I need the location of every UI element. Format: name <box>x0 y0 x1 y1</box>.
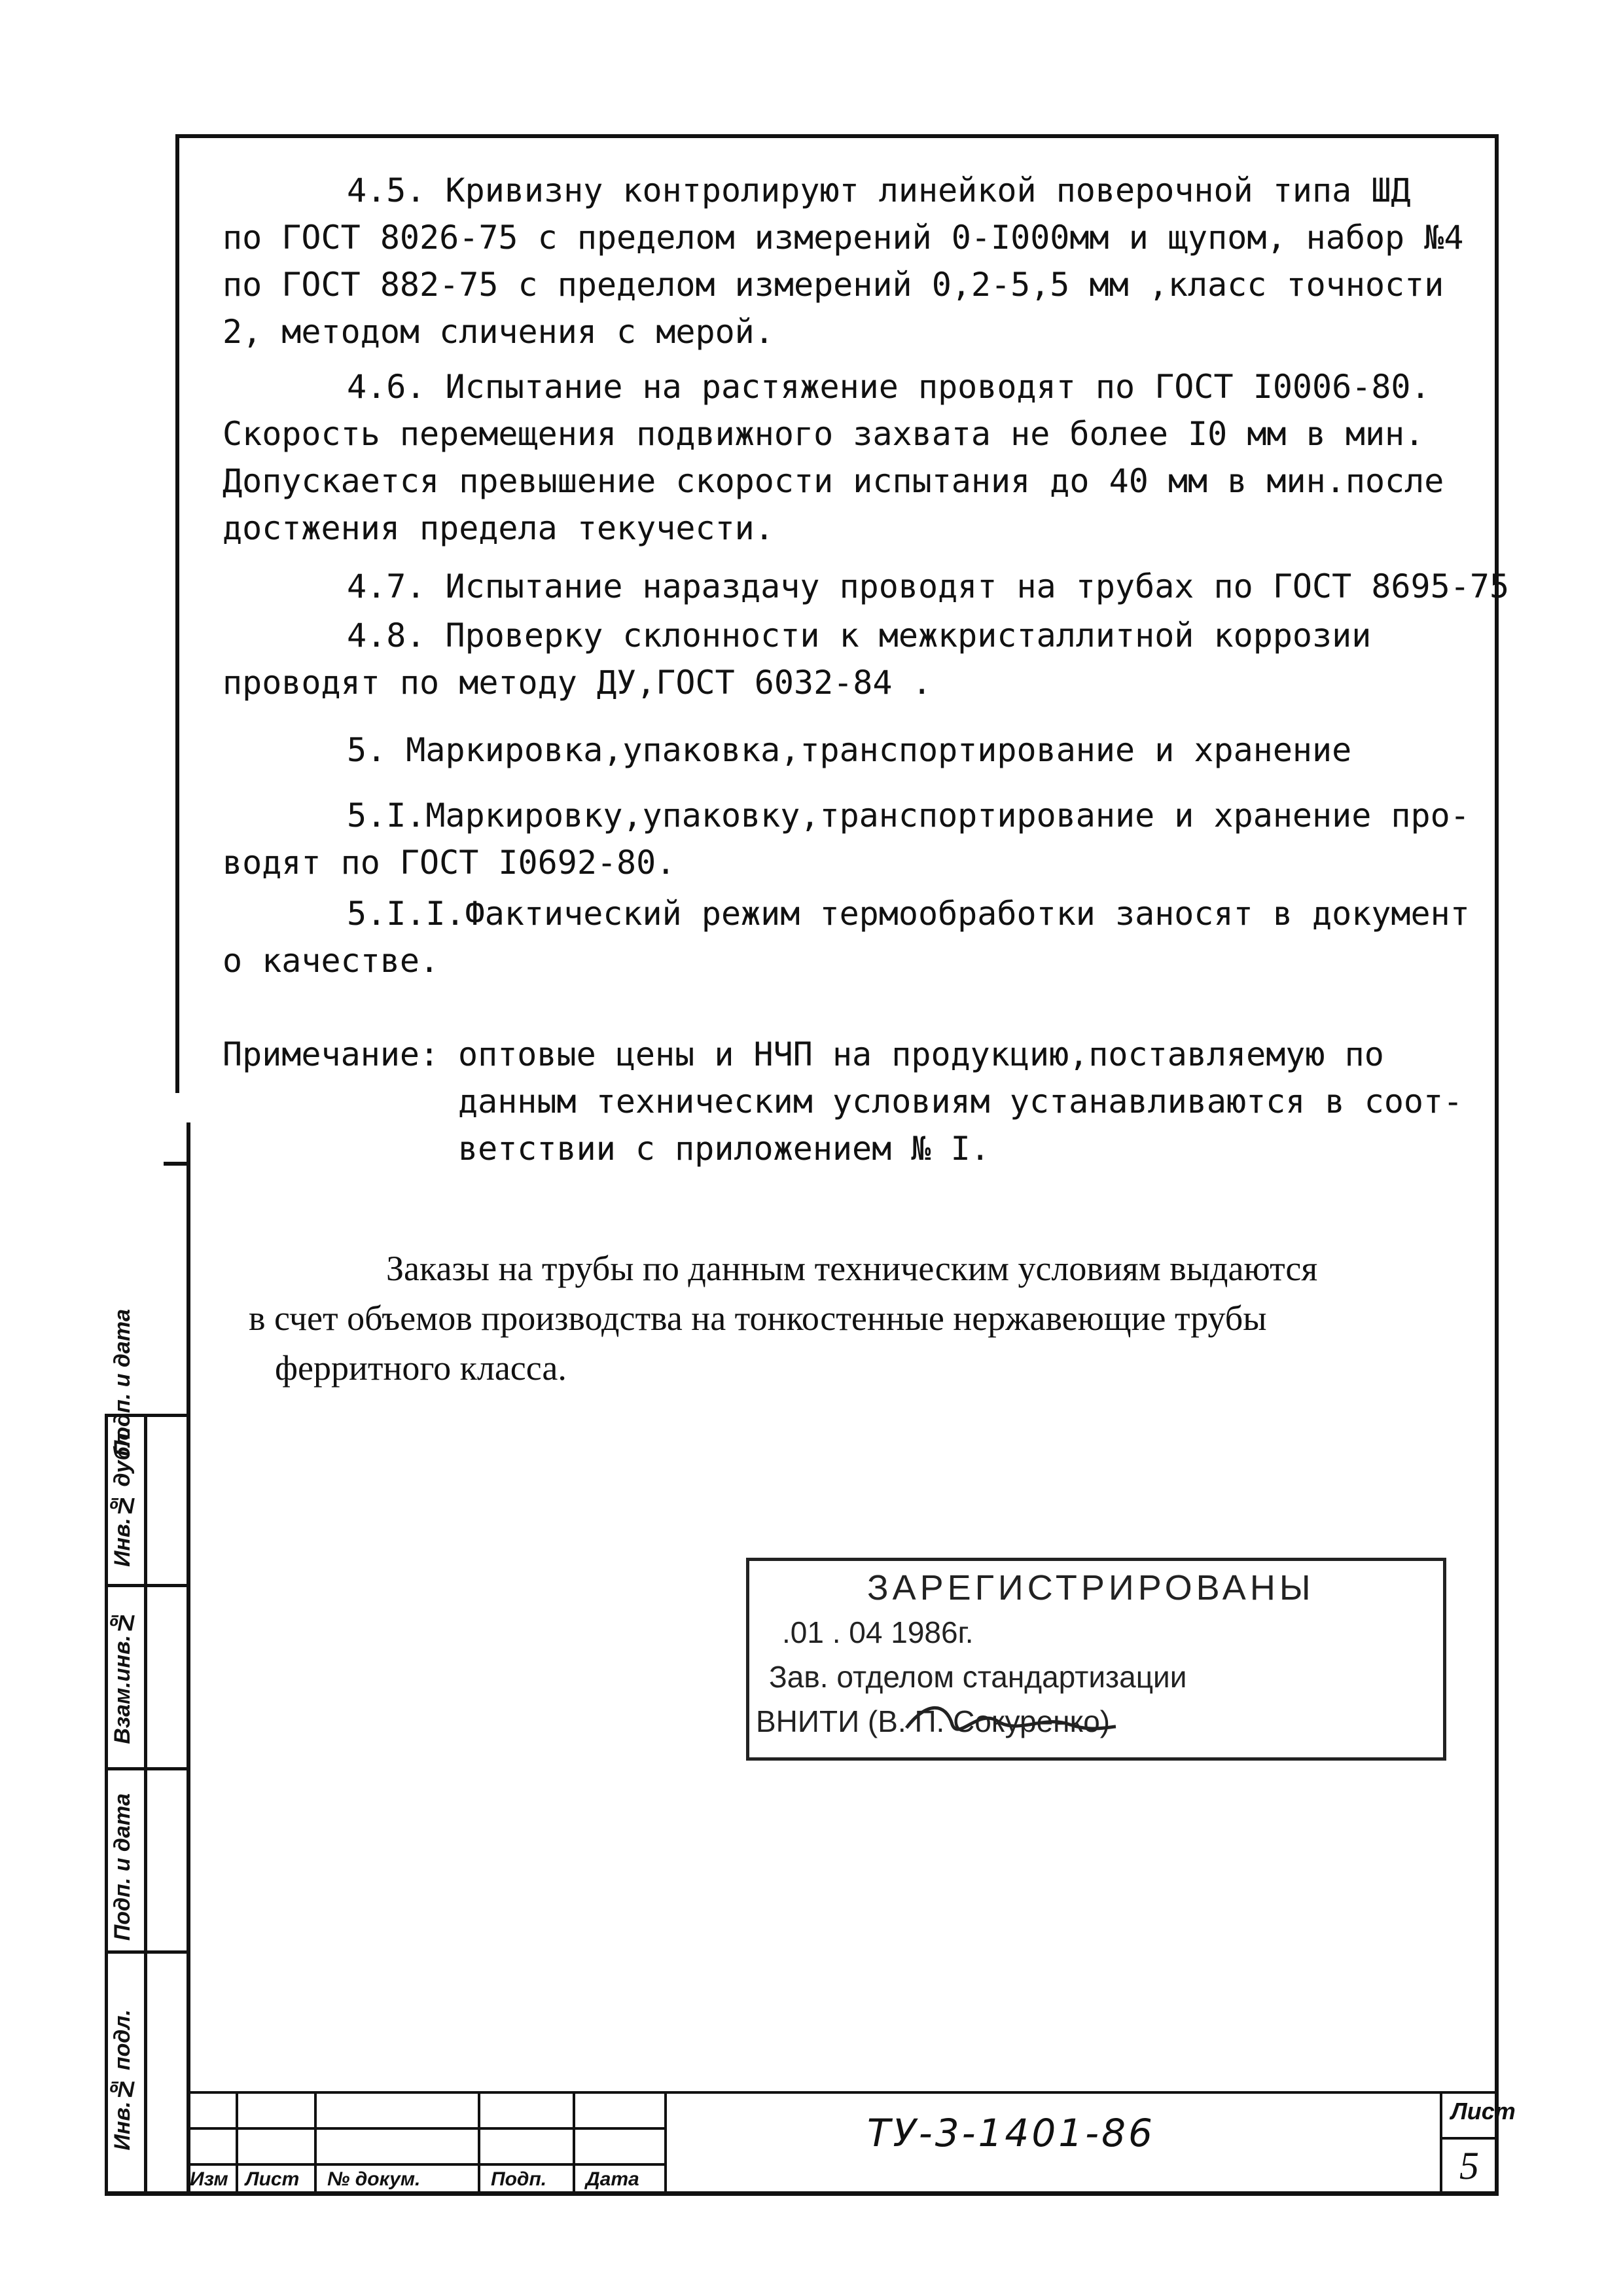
stamp-dept: Зав. отделом стандартизации <box>769 1660 1187 1694</box>
text-line: по ГОСТ 882-75 с пределом измерений 0,2-5,5 мм ,класс точности <box>223 266 1444 304</box>
stamp-date: .01 . 04 1986г. <box>782 1615 974 1649</box>
paragraph-4-7 <box>223 563 1584 610</box>
text-line: 4.6. Испытание на растяжение проводят по ГОСТ I0006-80. <box>347 368 1431 406</box>
text-line: 4.8. Проверку склонности к межкристаллитной коррозии <box>347 617 1372 655</box>
signature-scribble <box>900 1695 1122 1748</box>
text-line: 2, методом сличения с мерой. <box>223 313 774 351</box>
strip-label: Подп. и дата <box>110 1309 135 1457</box>
col-caption: Дата <box>586 2168 639 2190</box>
text-line: водят по ГОСТ I0692-80. <box>223 844 676 882</box>
paragraph-4-6 <box>223 363 1486 552</box>
text-line: по ГОСТ 8026-75 с пределом измерений 0-I000мм и щупом, набор №4 <box>223 219 1464 257</box>
col-caption: № докум. <box>327 2168 421 2190</box>
side-strip <box>105 1414 187 2196</box>
text-line: 4.7. Испытание нараздачу проводят на трубах по ГОСТ 8695-75 <box>347 567 1510 605</box>
sheet-number: 5 <box>1459 2144 1479 2187</box>
strip-label: Инв.№ подл. <box>110 2009 135 2151</box>
frame-left-border <box>175 134 179 1093</box>
registration-stamp <box>746 1558 1446 1761</box>
stamp-title: ЗАРЕГИСТРИРОВАНЫ <box>867 1568 1315 1607</box>
text-line: Допускается превышение скорости испытания до 40 мм в мин.после <box>223 462 1444 500</box>
note-label: Примечание: <box>223 1035 440 1073</box>
paragraph-4-5 <box>223 167 1486 355</box>
section-5-heading <box>223 726 1486 774</box>
frame-left-border-lower <box>187 1122 190 2196</box>
note-body <box>458 1031 1463 1172</box>
col-caption: Лист <box>245 2168 300 2190</box>
text-line: проводят по методу ДУ,ГОСТ 6032-84 . <box>223 664 932 702</box>
col-caption: Изм <box>190 2168 228 2190</box>
strip-label: Подп. и дата <box>110 1793 135 1941</box>
frame-top-border <box>175 134 1499 138</box>
text-line: 5.I.Маркировку,упаковку,транспортирование и хранение про- <box>347 797 1470 834</box>
strip-label: Инв.№ дубл. <box>110 1427 135 1567</box>
paragraph-4-8 <box>223 612 1486 706</box>
text-line: 5.I.I.Фактический режим термообработки заносят в документ <box>347 895 1470 933</box>
stamp-signature-line: ВНИТИ (В. П. Сокуренко) <box>756 1704 1111 1738</box>
orders-paragraph <box>249 1244 1317 1393</box>
strip-label: Взам.инв.№ <box>110 1610 135 1744</box>
paragraph-5-1 <box>223 792 1486 886</box>
text-line: о качестве. <box>223 942 440 980</box>
sheet-label: Лист <box>1451 2098 1516 2125</box>
title-block <box>187 2091 1516 2196</box>
text-line: 5. Маркировка,упаковка,транспортирование и хранение <box>347 731 1352 769</box>
text-line: 4.5. Кривизну контролируют линейкой поверочной типа ШД <box>347 171 1411 209</box>
text-line: ферритного класса. <box>275 1348 567 1388</box>
text-line: Заказы на трубы по данным техническим условиям выдаются <box>386 1249 1318 1288</box>
binding-tick <box>164 1162 187 1166</box>
text-line: в счет объемов производства на тонкостенные нержавеющие трубы <box>249 1299 1267 1338</box>
paragraph-5-1-1 <box>223 890 1486 984</box>
text-line: Скорость перемещения подвижного захвата не более I0 мм в мин. <box>223 415 1425 453</box>
frame-right-border <box>1495 134 1499 2196</box>
text-line: оптовые цены и НЧП на продукцию,поставляемую по <box>458 1035 1384 1073</box>
col-caption: Подп. <box>491 2168 547 2190</box>
text-line: ветствии с приложением № I. <box>458 1130 990 1168</box>
document-code: ТУ-3-1401-86 <box>867 2111 1155 2155</box>
text-line: данным техническим условиям устанавливаются в соот- <box>458 1083 1463 1121</box>
text-line: достжения предела текучести. <box>223 509 774 547</box>
